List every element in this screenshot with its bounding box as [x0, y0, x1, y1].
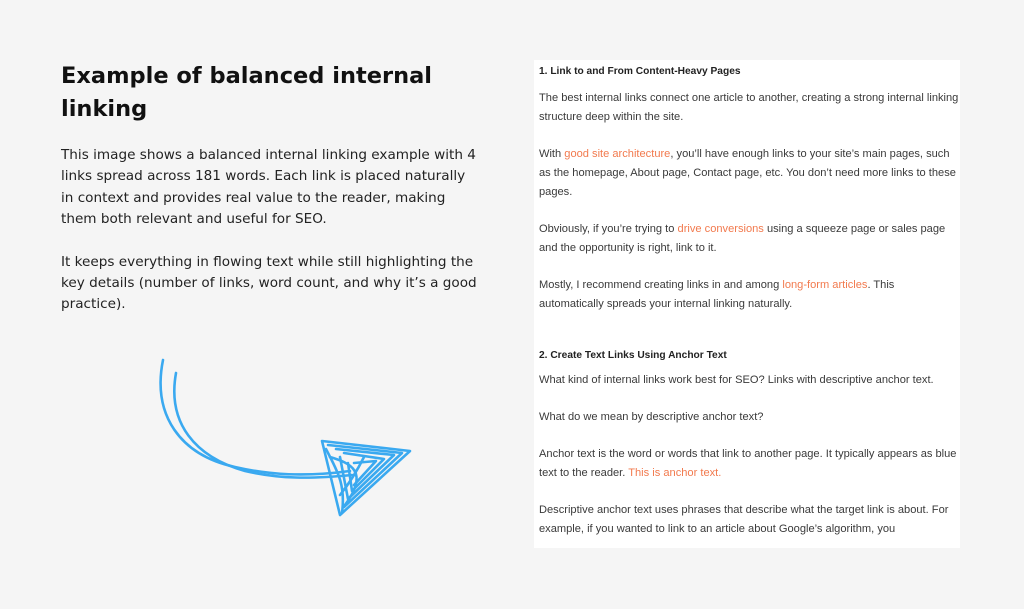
section-2-paragraph-1: What kind of internal links work best for SEO? Links with descriptive anchor text. — [539, 374, 934, 386]
hand-drawn-arrow-icon — [140, 345, 430, 535]
section-2-paragraph-2: What do we mean by descriptive anchor text? — [539, 411, 764, 423]
intro-paragraph-2: It keeps everything in flowing text while still highlighting the key details (number of links, word count, and why it’s a good practice). — [61, 253, 477, 313]
section-2-title: 2. Create Text Links Using Anchor Text — [539, 350, 727, 361]
section-1-paragraph-2: With good site architecture, you’ll have enough links to your site’s main pages, such as the homepage, About page, Contact page, etc. You don’t need more links to these pages. — [539, 148, 956, 198]
intro-panel — [61, 60, 481, 316]
link-this-is-anchor-text[interactable]: This is anchor text. — [628, 467, 722, 479]
section-2-paragraph-3: Anchor text is the word or words that link to another page. It typically appears as blue text to the reader. This is anchor text. — [539, 448, 957, 479]
page-title: Example of balanced internal linking — [61, 63, 432, 122]
section-1-paragraph-3: Obviously, if you’re trying to drive conversions using a squeeze page or sales page and the opportunity is right, link to it. — [539, 223, 946, 254]
section-2-paragraph-4: Descriptive anchor text uses phrases that describe what the target link is about. For example, if you wanted to link to an article about Google’s algorithm, you — [539, 504, 949, 535]
section-1-paragraph-4: Mostly, I recommend creating links in and among long-form articles. This automatically spreads your internal linking naturally. — [539, 279, 895, 310]
link-drive-conversions[interactable]: drive conversions — [677, 223, 764, 235]
intro-paragraph-1: This image shows a balanced internal linking example with 4 links spread across 181 words. Each link is placed naturally in context and provides real value to the reader, making them both relevant and useful for SEO. — [61, 147, 476, 228]
section-1-paragraph-1: The best internal links connect one article to another, creating a strong internal linking structure deep within the site. — [539, 92, 959, 123]
section-1-title: 1. Link to and From Content-Heavy Pages — [539, 66, 741, 77]
article-excerpt — [534, 60, 960, 548]
link-good-site-architecture[interactable]: good site architecture — [564, 148, 671, 160]
link-long-form-articles[interactable]: long-form articles — [782, 279, 868, 291]
